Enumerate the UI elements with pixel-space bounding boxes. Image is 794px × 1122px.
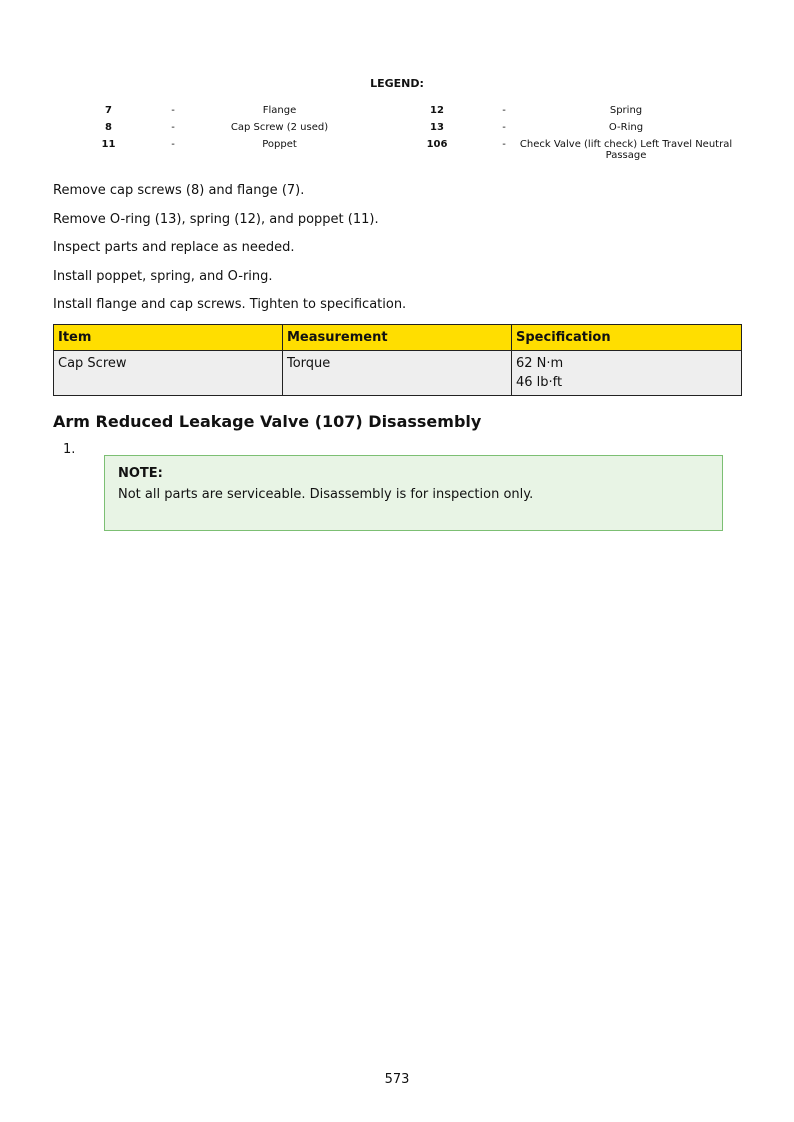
legend-label: Flange [262, 105, 297, 116]
legend-dash: - [502, 105, 506, 116]
note-text: Not all parts are serviceable. Disassembly is for inspection only. [118, 487, 534, 502]
list-number: 1. [63, 442, 76, 457]
legend-label: Check Valve (lift check) Left Travel Neutral Passage [519, 139, 733, 161]
step-text: Remove O-ring (13), spring (12), and poppet (11). [53, 211, 379, 227]
table-row [54, 351, 742, 396]
cell-item: Cap Screw [54, 351, 283, 396]
legend-number: 106 [426, 139, 448, 150]
legend-number: 7 [105, 105, 112, 116]
legend-dash: - [171, 122, 175, 133]
legend-number: 11 [101, 139, 116, 150]
legend-number: 12 [430, 105, 444, 116]
specification-table [53, 324, 742, 396]
legend-dash: - [502, 122, 506, 133]
legend-label: Cap Screw (2 used) [230, 122, 329, 133]
page-number: 573 [384, 1072, 410, 1087]
legend-number: 13 [430, 122, 444, 133]
step-text: Inspect parts and replace as needed. [53, 240, 295, 255]
step-text: Install flange and cap screws. Tighten to specification. [53, 297, 407, 312]
section-heading: Arm Reduced Leakage Valve (107) Disassembly [53, 412, 482, 431]
legend-dash: - [171, 139, 175, 150]
note-box [104, 455, 723, 531]
cell-measurement: Torque [283, 351, 512, 396]
spec-imperial: 46 lb·ft [516, 375, 563, 390]
legend-row [52, 122, 740, 139]
column-header-item: Item [54, 325, 283, 351]
step-text: Install poppet, spring, and O-ring. [53, 268, 273, 284]
legend-label: Spring [609, 105, 643, 116]
procedure-steps [53, 182, 743, 325]
legend-dash: - [171, 105, 175, 116]
step-text: Remove cap screws (8) and flange (7). [53, 183, 305, 198]
legend-row [52, 139, 740, 161]
legend-label: O-Ring [608, 122, 644, 133]
column-header-specification: Specification [512, 325, 742, 351]
legend-number: 8 [105, 122, 112, 133]
spec-metric: 62 N·m [516, 356, 564, 371]
legend-label: Poppet [262, 139, 297, 150]
legend-title: LEGEND: [370, 77, 424, 90]
column-header-measurement: Measurement [283, 325, 512, 351]
legend-table [52, 105, 740, 161]
note-title: NOTE: [118, 466, 163, 481]
cell-specification [512, 351, 742, 396]
legend-dash: - [502, 139, 506, 150]
legend-row [52, 105, 740, 122]
table-header-row [54, 325, 742, 351]
